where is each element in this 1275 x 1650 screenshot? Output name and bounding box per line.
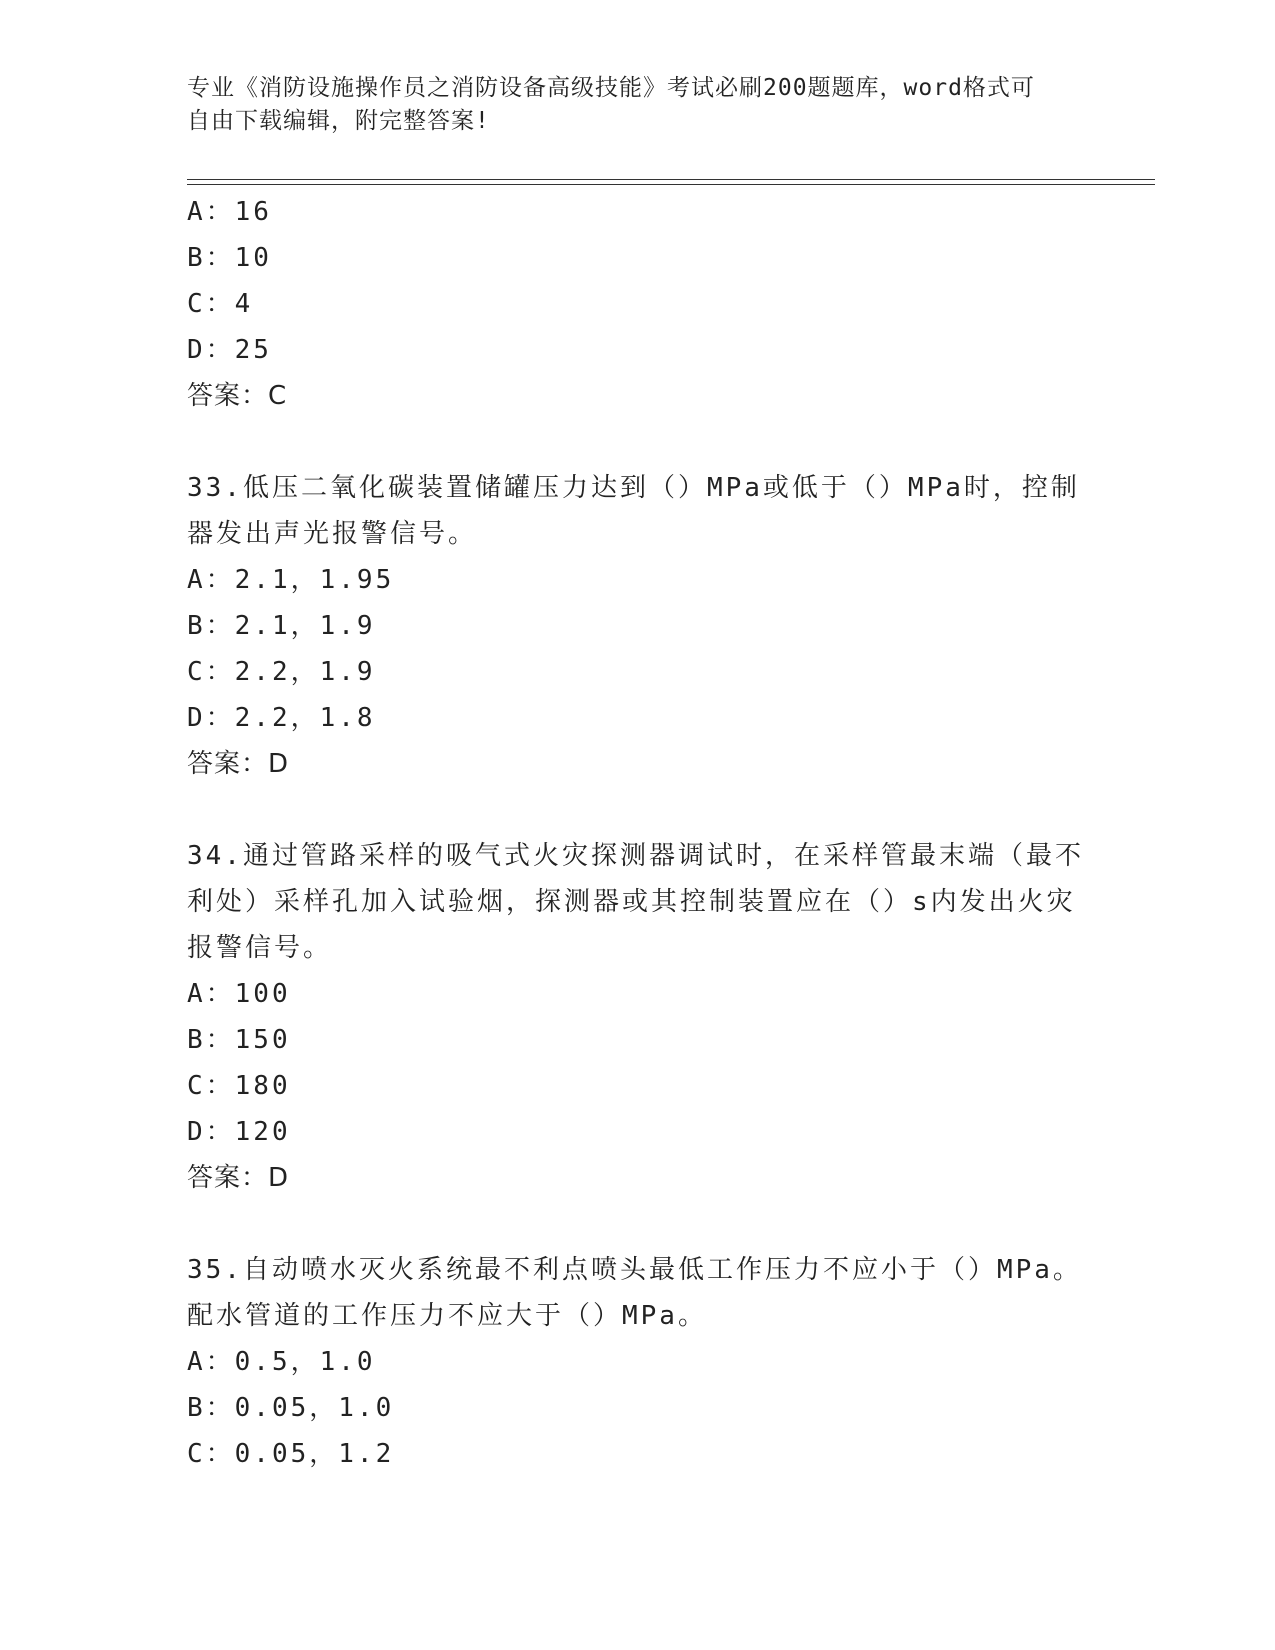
question-32-options — [187, 189, 1087, 419]
document-header — [187, 72, 1067, 138]
header-title-line-1: 专业《消防设施操作员之消防设备高级技能》考试必刷200题题库，word格式可 — [187, 75, 1035, 101]
option-c: C：180 — [187, 1071, 291, 1101]
question-list — [187, 189, 1087, 1477]
header-title-line-2: 自由下载编辑，附完整答案! — [187, 108, 490, 134]
header-rule-top — [187, 179, 1155, 180]
option-a: A：100 — [187, 979, 291, 1009]
option-d: D：120 — [187, 1117, 291, 1147]
question-stem-line: 利处）采样孔加入试验烟，探测器或其控制装置应在（）s内发出火灾 — [187, 887, 1076, 917]
option-a: A：16 — [187, 197, 272, 227]
question-stem-line: 报警信号。 — [187, 933, 333, 963]
question-stem-line: 配水管道的工作压力不应大于（）MPa。 — [187, 1301, 707, 1331]
option-a: A：0.5，1.0 — [187, 1347, 376, 1377]
question-stem-line: 33.低压二氧化碳装置储罐压力达到（）MPa或低于（）MPa时，控制 — [187, 473, 1080, 503]
option-a: A：2.1，1.95 — [187, 565, 395, 595]
answer-label: 答案：C — [187, 381, 288, 411]
answer-label: 答案：D — [187, 1163, 290, 1193]
option-d: D：25 — [187, 335, 272, 365]
option-b: B：2.1，1.9 — [187, 611, 376, 641]
question-stem-line: 35.自动喷水灭火系统最不利点喷头最低工作压力不应小于（）MPa。 — [187, 1255, 1082, 1285]
option-d: D：2.2，1.8 — [187, 703, 376, 733]
question-33 — [187, 465, 1087, 787]
question-stem-line: 34.通过管路采样的吸气式火灾探测器调试时，在采样管最末端（最不 — [187, 841, 1084, 871]
option-c: C：2.2，1.9 — [187, 657, 376, 687]
question-35 — [187, 1247, 1087, 1477]
option-b: B：150 — [187, 1025, 291, 1055]
question-stem-line: 器发出声光报警信号。 — [187, 519, 478, 549]
spacer — [187, 1201, 1087, 1247]
spacer — [187, 419, 1087, 465]
header-rule-bottom — [187, 184, 1155, 185]
option-b: B：10 — [187, 243, 272, 273]
question-34 — [187, 833, 1087, 1201]
answer-label: 答案：D — [187, 749, 290, 779]
spacer — [187, 787, 1087, 833]
option-c: C：4 — [187, 289, 254, 319]
option-c: C：0.05，1.2 — [187, 1439, 395, 1469]
option-b: B：0.05，1.0 — [187, 1393, 395, 1423]
